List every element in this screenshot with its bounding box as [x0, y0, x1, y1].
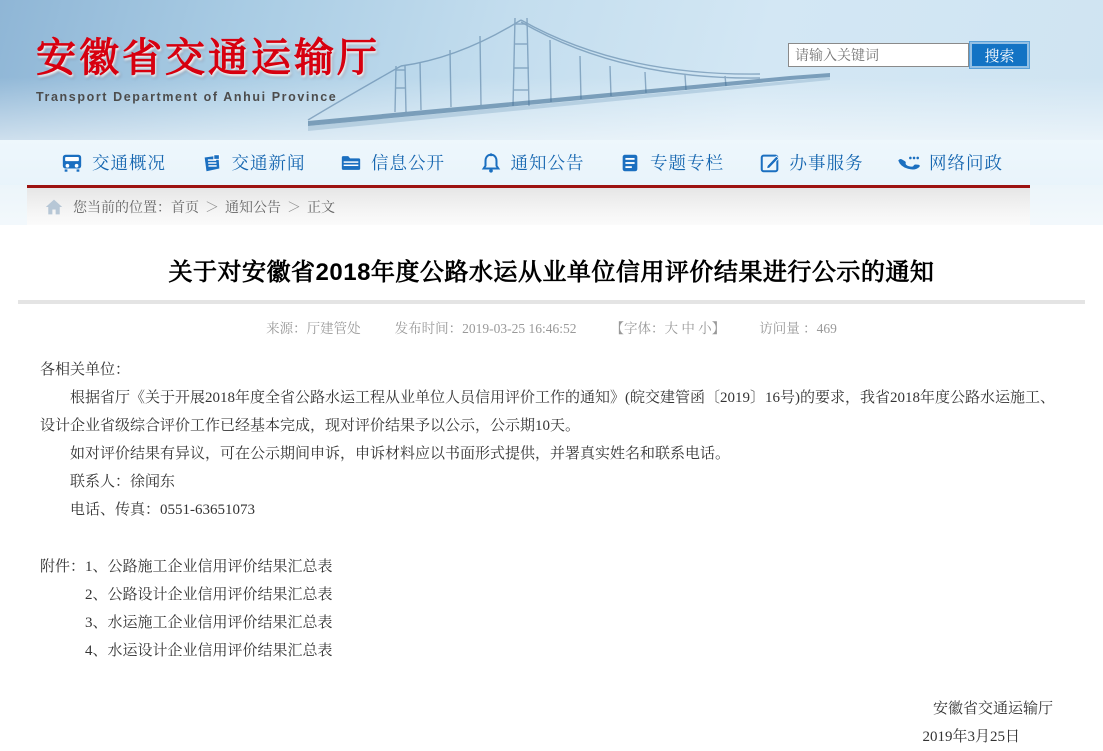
home-icon	[44, 198, 64, 216]
nav-label: 通知公告	[510, 153, 585, 173]
nav-label: 专题专栏	[650, 153, 724, 173]
article-body	[40, 356, 1063, 524]
bus-icon	[60, 152, 84, 174]
meta-source: 来源：厅建管处	[266, 321, 361, 336]
signature-org: 安徽省交通运输厅	[932, 701, 1053, 717]
search-button[interactable]: 搜索	[969, 41, 1030, 69]
site-header	[0, 0, 1103, 140]
attachment-list	[85, 553, 333, 665]
attachment-link[interactable]: 2、公路设计企业信用评价结果汇总表	[85, 587, 333, 603]
nav-label: 信息公开	[371, 153, 445, 173]
breadcrumb-notices[interactable]: 通知公告	[225, 198, 281, 215]
paragraph: 如对评价结果有异议，可在公示期间申诉，申诉材料应以书面形式提供，并署真实姓名和联系电话。	[70, 446, 731, 462]
font-size-small[interactable]: 小	[698, 321, 712, 336]
font-label-prefix: 【字体：	[610, 321, 665, 336]
site-title-english: Transport Department of Anhui Province	[36, 90, 338, 104]
search-bar	[788, 41, 1030, 69]
title-divider	[18, 300, 1085, 304]
nav-label: 交通概况	[92, 153, 166, 173]
article-title: 关于对安徽省2018年度公路水运从业单位信用评价结果进行公示的通知	[168, 259, 935, 286]
breadcrumb-separator: ＞	[205, 198, 219, 215]
attachment-link[interactable]: 1、公路施工企业信用评价结果汇总表	[85, 559, 333, 575]
salutation: 各相关单位：	[40, 362, 131, 378]
attachments-label: 附件：	[40, 559, 86, 575]
content-zone	[0, 185, 1103, 751]
site-logo	[36, 26, 380, 104]
attachment-link[interactable]: 3、水运施工企业信用评价结果汇总表	[85, 615, 333, 631]
nav-item-notices[interactable]	[479, 150, 585, 175]
nav-item-info-disclosure[interactable]	[339, 150, 445, 175]
article	[0, 225, 1103, 751]
breadcrumb-current: 正文	[307, 198, 335, 215]
columns-icon	[618, 152, 642, 174]
breadcrumb-separator: ＞	[287, 198, 301, 215]
nav-item-online-politics[interactable]	[897, 150, 1003, 175]
font-label-suffix: 】	[711, 321, 726, 336]
pencil-icon	[758, 152, 782, 174]
contact-person: 联系人：徐闻东	[70, 474, 176, 490]
article-meta	[40, 317, 1063, 337]
nav-item-services[interactable]	[758, 150, 864, 175]
breadcrumb-home[interactable]: 首页	[171, 198, 199, 215]
attachment-link[interactable]: 4、水运设计企业信用评价结果汇总表	[85, 643, 333, 659]
signature-date: 2019年3月25日	[922, 729, 1020, 745]
nav-label: 交通新闻	[231, 153, 306, 173]
nav-item-special-columns[interactable]	[618, 150, 724, 175]
news-icon	[200, 152, 224, 174]
phone-icon	[897, 152, 921, 174]
nav-label: 办事服务	[789, 153, 864, 173]
site-title: 安徽省交通运输厅	[36, 36, 380, 80]
font-size-medium[interactable]: 中	[681, 321, 695, 336]
contact-phone: 电话、传真：0551-63651073	[70, 502, 255, 518]
meta-font-size-control	[611, 317, 726, 337]
nav-item-traffic-overview[interactable]	[60, 150, 166, 175]
breadcrumb	[27, 188, 1030, 225]
nav-label: 网络问政	[929, 153, 1003, 173]
paragraph: 根据省厅《关于开展2018年度全省公路水运工程从业单位人员信用评价工作的通知》(皖交建管函〔2019〕16号)的要求，我省2018年度公路水运施工、设计企业省级综合评价工作已经基本完成，现对评价结果予以公示，公示期10天。	[40, 390, 1055, 434]
breadcrumb-label: 您当前的位置：	[73, 198, 171, 215]
folder-icon	[339, 152, 363, 174]
bell-icon	[479, 152, 503, 174]
meta-publish-time: 发布时间：2019-03-25 16:46:52	[394, 321, 577, 336]
signature-block	[40, 695, 1063, 751]
attachments	[40, 553, 1063, 665]
nav-item-traffic-news[interactable]	[200, 150, 306, 175]
meta-visits: 访问量 ：469	[759, 321, 837, 336]
search-input[interactable]	[788, 43, 969, 67]
font-size-large[interactable]: 大	[664, 321, 678, 336]
main-nav	[0, 140, 1103, 185]
